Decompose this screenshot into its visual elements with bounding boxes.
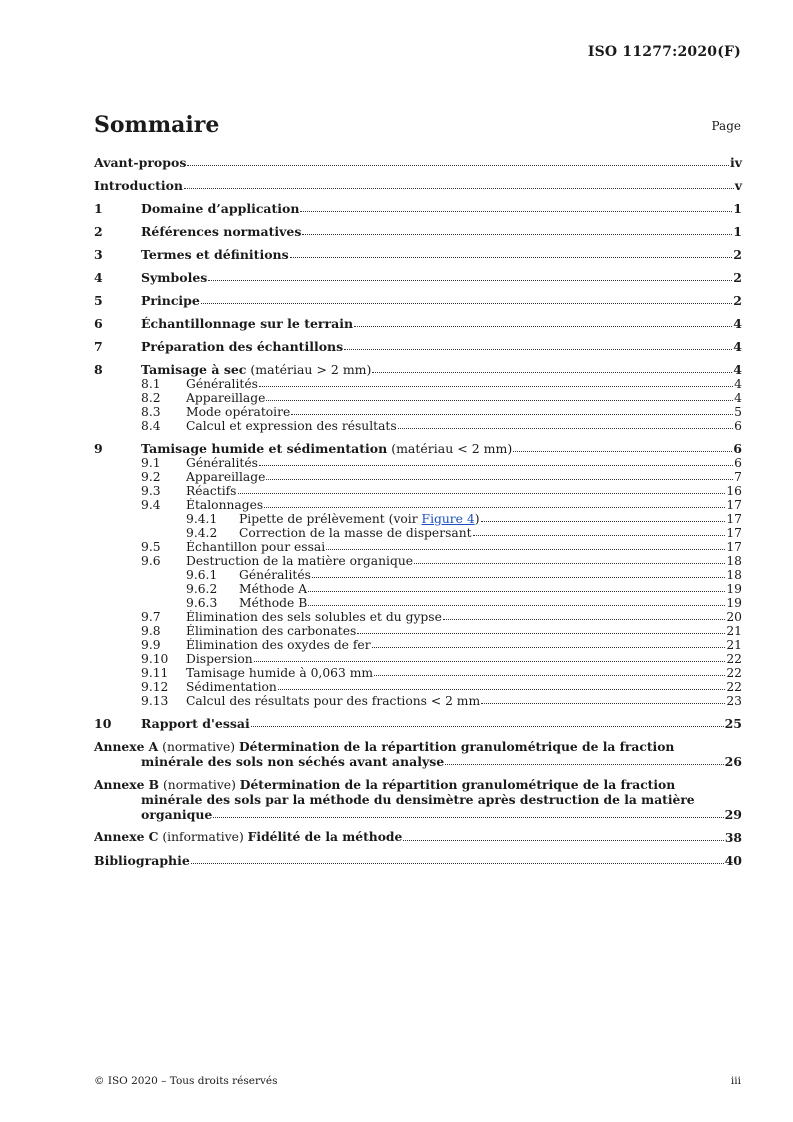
toc-entry-page: 20	[726, 610, 742, 624]
toc-entry-annex-b[interactable]	[94, 777, 742, 822]
toc-entry-title: Tamisage humide à 0,063 mm	[186, 666, 374, 680]
toc-entry-avant-propos[interactable]	[94, 155, 742, 170]
toc-entry-title: Appareillage	[186, 391, 266, 405]
toc-entry-number: 9.6.2	[186, 582, 218, 596]
annex-title-continued: minérale des sols par la méthode du densimètre après destruction de la matière	[141, 792, 695, 807]
annex-label: Annexe A	[94, 739, 159, 754]
toc-entry-page: 21	[726, 624, 742, 638]
toc-entry-title: Généralités	[186, 377, 258, 391]
annex-title: Fidélité de la méthode	[247, 829, 403, 844]
toc-entry-page: 19	[726, 582, 742, 596]
leader-dots	[443, 619, 725, 620]
table-of-contents	[94, 155, 742, 868]
toc-entry-page: 17	[726, 512, 742, 526]
toc-entry-page: 16	[726, 484, 742, 498]
leader-dots	[266, 479, 733, 480]
annex-title: Détermination de la répartition granulométrique de la fraction	[239, 777, 676, 792]
toc-entry-9-11[interactable]	[94, 666, 742, 680]
toc-entry-number: 3	[94, 247, 103, 262]
annex-title-continued: organique	[141, 807, 213, 822]
toc-entry-title: Tamisage humide et sédimentation	[141, 441, 388, 456]
toc-entry-page: 22	[726, 666, 742, 680]
leader-dots	[302, 234, 732, 235]
leader-dots	[481, 521, 726, 522]
leader-dots	[201, 303, 732, 304]
leader-dots	[354, 326, 732, 327]
toc-entry-9-13[interactable]	[94, 694, 742, 708]
toc-entry-title: Calcul et expression des résultats	[186, 419, 397, 433]
toc-entry-clause-5[interactable]	[94, 293, 742, 308]
toc-entry-title: Échantillonnage sur le terrain	[141, 316, 354, 331]
document-id: ISO 11277:2020(F)	[587, 44, 741, 60]
toc-entry-title: Préparation des échantillons	[141, 339, 344, 354]
leader-dots	[372, 647, 726, 648]
figure-4-link[interactable]: Figure 4	[421, 512, 475, 526]
toc-entry-title: Termes et définitions	[141, 247, 289, 262]
leader-dots	[374, 675, 725, 676]
toc-entry-title: Élimination des sels solubles et du gypse	[186, 610, 442, 624]
toc-entry-title: Références normatives	[141, 224, 302, 239]
toc-entry-page: 22	[726, 652, 742, 666]
leader-dots	[208, 280, 732, 281]
leader-dots	[251, 726, 724, 727]
toc-entry-number: 9.6.3	[186, 596, 218, 610]
toc-entry-clause-8[interactable]	[94, 362, 742, 377]
toc-entry-page: 2	[733, 270, 742, 285]
toc-entry-9-10[interactable]	[94, 652, 742, 666]
toc-entry-9-5[interactable]	[94, 540, 742, 554]
toc-entry-qualifier: (matériau < 2 mm)	[387, 441, 513, 456]
toc-entry-9-2[interactable]	[94, 470, 742, 484]
leader-dots	[308, 591, 725, 592]
toc-entry-number: 9.12	[141, 680, 169, 694]
toc-entry-number: 2	[94, 224, 103, 239]
toc-entry-title: Rapport d'essai	[141, 716, 250, 731]
toc-entry-number: 9.8	[141, 624, 161, 638]
leader-dots	[184, 188, 734, 189]
leader-dots	[513, 451, 732, 452]
annex-label: Annexe B	[94, 777, 160, 792]
toc-entry-page: 21	[726, 638, 742, 652]
toc-entry-title: Destruction de la matière organique	[186, 554, 414, 568]
annex-title-continued: minérale des sols non séchés avant analyse	[141, 754, 445, 769]
toc-entry-page: 17	[726, 498, 742, 512]
toc-entry-page: 6	[734, 419, 742, 433]
toc-entry-title: Mode opératoire	[186, 405, 291, 419]
toc-entry-number: 9.4.2	[186, 526, 218, 540]
toc-entry-number: 10	[94, 716, 112, 731]
leader-dots	[213, 817, 723, 818]
toc-entry-8-1[interactable]	[94, 377, 742, 391]
toc-entry-9-3[interactable]	[94, 484, 742, 498]
footer-copyright: © ISO 2020 – Tous droits réservés	[94, 1075, 278, 1087]
leader-dots	[187, 165, 729, 166]
toc-entry-clause-6[interactable]	[94, 316, 742, 331]
toc-entry-qualifier: (matériau > 2 mm)	[246, 362, 372, 377]
toc-entry-number: 9.1	[141, 456, 161, 470]
toc-entry-title: Appareillage	[186, 470, 266, 484]
toc-entry-9-4[interactable]	[94, 498, 742, 512]
leader-dots	[473, 535, 726, 536]
leader-dots	[259, 465, 733, 466]
toc-entry-title: Échantillon pour essai	[186, 540, 326, 554]
toc-entry-number: 9.2	[141, 470, 161, 484]
toc-entry-page: 25	[724, 716, 742, 731]
leader-dots	[357, 633, 725, 634]
toc-entry-number: 9.9	[141, 638, 161, 652]
toc-entry-page: v	[734, 178, 742, 193]
toc-entry-number: 8.1	[141, 377, 161, 391]
toc-entry-9-8[interactable]	[94, 624, 742, 638]
toc-entry-8-2[interactable]	[94, 391, 742, 405]
toc-entry-title: Bibliographie	[94, 853, 190, 868]
toc-entry-9-4-2[interactable]	[94, 526, 742, 540]
toc-entry-page: 6	[734, 456, 742, 470]
toc-entry-clause-4[interactable]	[94, 270, 742, 285]
toc-entry-page: 7	[734, 470, 742, 484]
toc-entry-page: 2	[733, 293, 742, 308]
toc-entry-number: 4	[94, 270, 103, 285]
toc-entry-title: Symboles	[141, 270, 208, 285]
toc-entry-clause-2[interactable]	[94, 224, 742, 239]
toc-entry-page: 19	[726, 596, 742, 610]
toc-entry-page: 22	[726, 680, 742, 694]
toc-entry-page: 4	[733, 316, 742, 331]
toc-entry-title: Élimination des carbonates	[186, 624, 357, 638]
toc-entry-number: 9.6.1	[186, 568, 218, 582]
leader-dots	[312, 577, 725, 578]
leader-dots	[372, 372, 732, 373]
toc-entry-clause-7[interactable]	[94, 339, 742, 354]
toc-heading: Sommaire	[94, 112, 220, 138]
toc-entry-number: 9.6	[141, 554, 161, 568]
toc-entry-title: Étalonnages	[186, 498, 264, 512]
toc-entry-number: 5	[94, 293, 103, 308]
toc-entry-annex-a[interactable]	[94, 739, 742, 769]
toc-entry-page: 40	[724, 853, 742, 868]
leader-dots	[326, 549, 725, 550]
toc-entry-9-7[interactable]	[94, 610, 742, 624]
toc-entry-title: Principe	[141, 293, 200, 308]
toc-entry-title: Généralités	[186, 456, 258, 470]
toc-entry-page: 6	[733, 441, 742, 456]
toc-entry-page: 23	[726, 694, 742, 708]
leader-dots	[259, 386, 733, 387]
toc-entry-page: 26	[724, 754, 742, 769]
toc-entry-page: 17	[726, 526, 742, 540]
toc-entry-number: 9.11	[141, 666, 169, 680]
toc-entry-page: 18	[726, 554, 742, 568]
leader-dots	[481, 703, 725, 704]
leader-dots	[300, 211, 732, 212]
toc-entry-number: 1	[94, 201, 103, 216]
toc-entry-title: Introduction	[94, 178, 184, 193]
toc-entry-title: Calcul des résultats pour des fractions < 2 mm	[186, 694, 481, 708]
leader-dots	[308, 605, 725, 606]
annex-type: (normative)	[158, 740, 239, 754]
toc-entry-number: 9	[94, 441, 103, 456]
page-column-label: Page	[711, 119, 741, 133]
toc-entry-page: 4	[733, 339, 742, 354]
toc-entry-number: 9.4	[141, 498, 161, 512]
toc-entry-title-close: )	[474, 512, 480, 526]
toc-entry-number: 8.3	[141, 405, 161, 419]
toc-entry-title: Correction de la masse de dispersant	[239, 526, 472, 540]
toc-entry-title: Tamisage à sec	[141, 362, 247, 377]
toc-entry-page: 2	[733, 247, 742, 262]
annex-type: (informative)	[158, 830, 248, 844]
toc-entry-number: 9.4.1	[186, 512, 218, 526]
toc-entry-page: 1	[733, 224, 742, 239]
leader-dots	[445, 764, 723, 765]
toc-entry-9-4-1[interactable]	[94, 512, 742, 526]
leader-dots	[290, 257, 733, 258]
toc-entry-number: 9.7	[141, 610, 161, 624]
toc-entry-9-6-1[interactable]	[94, 568, 742, 582]
annex-label: Annexe C	[94, 829, 159, 844]
toc-entry-introduction[interactable]	[94, 178, 742, 193]
toc-entry-clause-3[interactable]	[94, 247, 742, 262]
annex-type: (normative)	[159, 778, 240, 792]
toc-entry-number: 7	[94, 339, 103, 354]
toc-entry-page: 4	[734, 391, 742, 405]
toc-entry-page: 5	[734, 405, 742, 419]
leader-dots	[403, 840, 724, 841]
toc-entry-9-6[interactable]	[94, 554, 742, 568]
toc-entry-page: 38	[724, 830, 742, 845]
toc-entry-title: Méthode B	[239, 596, 308, 610]
toc-entry-number: 9.3	[141, 484, 161, 498]
footer-page-number: iii	[730, 1075, 741, 1087]
leader-dots	[278, 689, 726, 690]
leader-dots	[266, 400, 733, 401]
toc-entry-page: 29	[724, 807, 742, 822]
toc-entry-number: 8.4	[141, 419, 161, 433]
leader-dots	[291, 414, 733, 415]
toc-entry-page: 4	[734, 377, 742, 391]
toc-entry-title: Méthode A	[239, 582, 308, 596]
toc-entry-annex-c[interactable]	[94, 830, 742, 845]
toc-entry-title: Généralités	[239, 568, 311, 582]
toc-entry-number: 6	[94, 316, 103, 331]
toc-entry-title: Domaine d’application	[141, 201, 300, 216]
toc-entry-number: 8.2	[141, 391, 161, 405]
toc-entry-title: Réactifs	[186, 484, 237, 498]
toc-entry-page: 1	[733, 201, 742, 216]
toc-entry-number: 9.5	[141, 540, 161, 554]
toc-entry-9-1[interactable]	[94, 456, 742, 470]
leader-dots	[398, 428, 733, 429]
leader-dots	[254, 661, 726, 662]
toc-entry-9-12[interactable]	[94, 680, 742, 694]
leader-dots	[264, 507, 725, 508]
toc-entry-page: 17	[726, 540, 742, 554]
toc-entry-title: Dispersion	[186, 652, 253, 666]
leader-dots	[344, 349, 732, 350]
toc-entry-clause-10[interactable]	[94, 716, 742, 731]
leader-dots	[191, 863, 724, 864]
toc-entry-page: 18	[726, 568, 742, 582]
toc-entry-title: Pipette de prélèvement (voir	[239, 512, 422, 526]
toc-entry-8-4[interactable]	[94, 419, 742, 433]
leader-dots	[414, 563, 725, 564]
toc-entry-clause-9[interactable]	[94, 441, 742, 456]
toc-entry-title: Avant-propos	[94, 155, 187, 170]
toc-entry-title: Élimination des oxydes de fer	[186, 638, 371, 652]
toc-entry-page: 4	[733, 362, 742, 377]
toc-entry-9-6-3[interactable]	[94, 596, 742, 610]
toc-entry-number: 9.10	[141, 652, 169, 666]
leader-dots	[238, 493, 726, 494]
toc-entry-number: 8	[94, 362, 103, 377]
toc-entry-8-3[interactable]	[94, 405, 742, 419]
toc-entry-page: iv	[729, 155, 742, 170]
toc-entry-9-6-2[interactable]	[94, 582, 742, 596]
toc-entry-number: 9.13	[141, 694, 169, 708]
annex-title: Détermination de la répartition granulométrique de la fraction	[238, 739, 675, 754]
toc-entry-bibliography[interactable]	[94, 853, 742, 868]
toc-entry-title: Sédimentation	[186, 680, 277, 694]
toc-entry-9-9[interactable]	[94, 638, 742, 652]
toc-entry-clause-1[interactable]	[94, 201, 742, 216]
